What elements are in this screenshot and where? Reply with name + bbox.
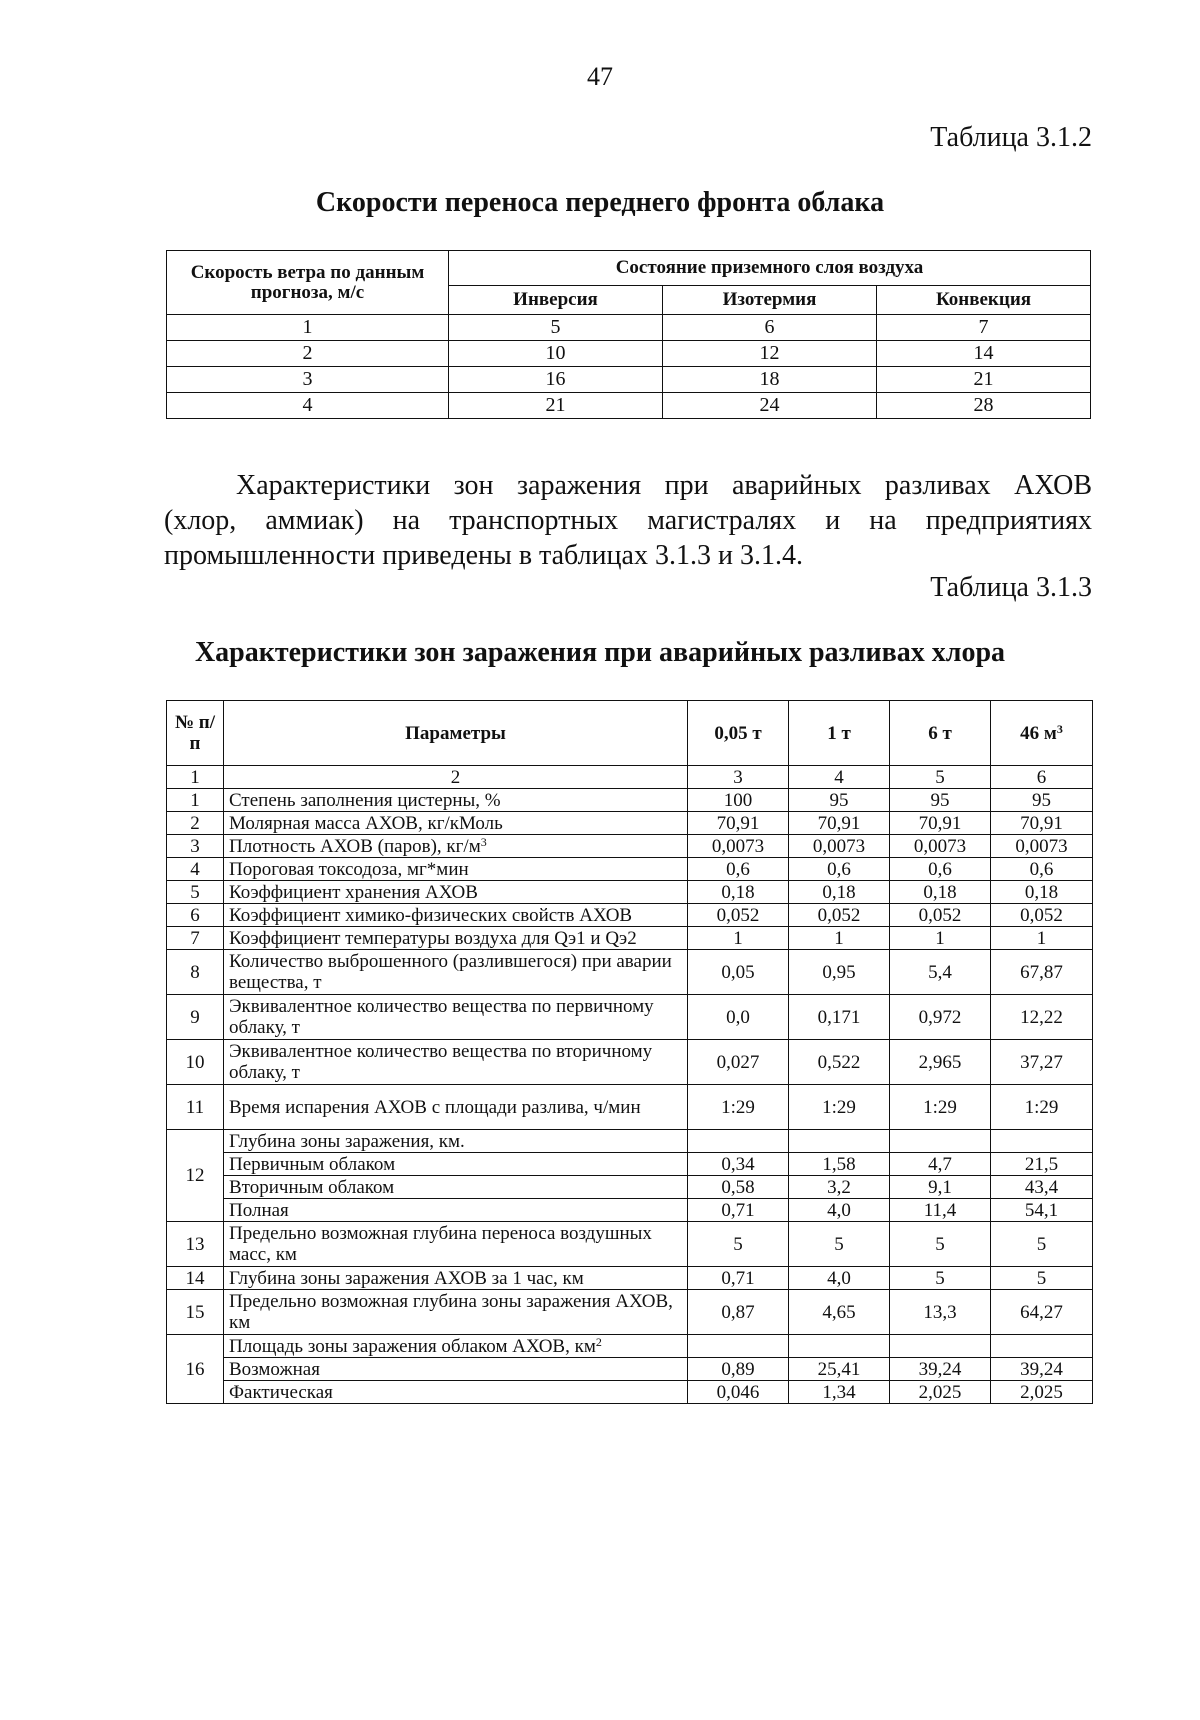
cell: 43,4 [991,1176,1093,1199]
cell: 12 [663,341,877,367]
table-row [167,995,1093,1040]
cell: 11,4 [890,1199,991,1222]
cell: 1:29 [789,1085,890,1130]
cell: 1 [991,927,1093,950]
table-row [167,1176,1093,1199]
cell: 64,27 [991,1290,1093,1335]
cell: 10 [449,341,663,367]
table-row [167,1130,1093,1153]
row-parameter: Глубина зоны заражения АХОВ за 1 час, км [224,1267,688,1290]
cell: 1:29 [991,1085,1093,1130]
row-parameter: Возможная [224,1358,688,1381]
row-parameter: Количество выброшенного (разлившегося) при аварии вещества, т [224,950,688,995]
cell: 1,58 [789,1153,890,1176]
cell: 13,3 [890,1290,991,1335]
table-title: Характеристики зон заражения при аварийных разливах хлора [194,637,1006,668]
cell: 5 [991,1267,1093,1290]
cell: 0,95 [789,950,890,995]
table-row [167,812,1093,835]
cell: 2 [224,766,688,789]
row-number: 10 [167,1040,224,1085]
cell: 95 [789,789,890,812]
header-col-1t: 1 т [789,701,890,766]
cell: 3 [688,766,789,789]
cell: 0,87 [688,1290,789,1335]
cell: 0,89 [688,1358,789,1381]
header-col-46m3: 46 $м^3$ [991,701,1093,766]
body-paragraph [164,468,1092,573]
cell: 21,5 [991,1153,1093,1176]
cell: 0,052 [688,904,789,927]
header-inversion: Инверсия [449,285,663,314]
cell [991,1130,1093,1153]
row-parameter: Молярная масса АХОВ, кг/кМоль [224,812,688,835]
cell: 5 [789,1222,890,1267]
table-row [167,1085,1093,1130]
row-parameter: Эквивалентное количество вещества по первичному облаку, т [224,995,688,1040]
row-parameter: Предельно возможная глубина переноса воздушных масс, км [224,1222,688,1267]
table-row [167,950,1093,995]
cell: 1 [789,927,890,950]
cell: 4,7 [890,1153,991,1176]
row-number: 7 [167,927,224,950]
cell: 0,05 [688,950,789,995]
paragraph-line: промышленности приведены в таблицах 3.1.3 и 3.1.4. [164,540,803,571]
cell: 0,71 [688,1199,789,1222]
table-row [167,393,1091,419]
cell: 6 [663,315,877,341]
table-row [167,341,1091,367]
cell: 2,025 [890,1381,991,1404]
row-number: 6 [167,904,224,927]
table-row [167,881,1093,904]
cell: 0,6 [789,858,890,881]
cell: 100 [688,789,789,812]
cell: 0,0073 [991,835,1093,858]
cell: 37,27 [991,1040,1093,1085]
cell: 0,0 [688,995,789,1040]
cell: 0,6 [688,858,789,881]
header-col-005t: 0,05 т [688,701,789,766]
cell [789,1335,890,1358]
row-number: 5 [167,881,224,904]
cell: 1 [688,927,789,950]
table-row [167,789,1093,812]
cell: 5 [449,315,663,341]
row-parameter: Вторичным облаком [224,1176,688,1199]
row-parameter: Коэффициент температуры воздуха для Qэ1 и Qэ2 [224,927,688,950]
row-parameter: Коэффициент химико-физических свойств АХОВ [224,904,688,927]
header-convection: Конвекция [877,285,1091,314]
row-parameter: Фактическая [224,1381,688,1404]
row-parameter: Площадь зоны заражения облаком АХОВ, $км^2$ [224,1335,688,1358]
cell: 70,91 [789,812,890,835]
cell: 5 [890,766,991,789]
row-parameter: Глубина зоны заражения, км. [224,1130,688,1153]
cell: 1 [167,766,224,789]
row-parameter: Степень заполнения цистерны, % [224,789,688,812]
row-number: 14 [167,1267,224,1290]
chlorine-zones-table [166,700,1093,1404]
page-number: 47 [587,62,613,91]
cell: 39,24 [991,1358,1093,1381]
cell: 4,65 [789,1290,890,1335]
cell: 0,58 [688,1176,789,1199]
cell: 9,1 [890,1176,991,1199]
row-parameter: Пороговая токсодоза, мг*мин [224,858,688,881]
table-row [167,904,1093,927]
cell: 0,18 [890,881,991,904]
paragraph-line: (хлор, аммиак) на транспортных магистралях и на предприятиях [164,505,1092,536]
cell: 6 [991,766,1093,789]
cell: 3,2 [789,1176,890,1199]
row-number: 9 [167,995,224,1040]
header-parameters: Параметры [224,701,688,766]
row-number: 4 [167,858,224,881]
row-number: 1 [167,789,224,812]
cell: 0,0073 [890,835,991,858]
cell: 1 [167,315,449,341]
cell: 0,052 [890,904,991,927]
cell: 1:29 [890,1085,991,1130]
cell: 21 [449,393,663,419]
table-row [167,1358,1093,1381]
cell: 2 [167,341,449,367]
row-number: 3 [167,835,224,858]
cell: 0,027 [688,1040,789,1085]
cell: 5 [688,1222,789,1267]
cell: 0,052 [991,904,1093,927]
cell: 95 [890,789,991,812]
table-row [167,858,1093,881]
cell: 0,18 [991,881,1093,904]
header-wind-speed: Скорость ветра по данным прогноза, м/с [167,251,449,315]
table-row [167,1381,1093,1404]
cell: 12,22 [991,995,1093,1040]
row-parameter: Время испарения АХОВ с площади разлива, ч/мин [224,1085,688,1130]
cell: 0,046 [688,1381,789,1404]
cell: 4 [167,393,449,419]
row-parameter: Полная [224,1199,688,1222]
cell: 5 [890,1267,991,1290]
paragraph-line: Характеристики зон заражения при аварийных разливах АХОВ [236,470,1092,501]
table-label: Таблица 3.1.2 [930,122,1092,153]
cell: 14 [877,341,1091,367]
row-number: 12 [167,1130,224,1222]
cell: 0,0073 [688,835,789,858]
header-number: № п/п [167,701,224,766]
cell: 0,052 [789,904,890,927]
cell: 54,1 [991,1199,1093,1222]
cell: 0,171 [789,995,890,1040]
cell: 5 [890,1222,991,1267]
table-title: Скорости переноса переднего фронта облака [315,187,885,218]
cell: 5 [991,1222,1093,1267]
table-row [167,1290,1093,1335]
row-number: 13 [167,1222,224,1267]
table-row [167,315,1091,341]
table-row [167,1267,1093,1290]
row-parameter: Плотность АХОВ (паров), $кг/м^3$ [224,835,688,858]
cell: 0,522 [789,1040,890,1085]
table-row [167,835,1093,858]
cell [890,1335,991,1358]
cell: 4,0 [789,1267,890,1290]
cell: 24 [663,393,877,419]
cell: 70,91 [688,812,789,835]
cell: 16 [449,367,663,393]
cell: 25,41 [789,1358,890,1381]
cell: 67,87 [991,950,1093,995]
cell: 70,91 [991,812,1093,835]
row-number: 11 [167,1085,224,1130]
cell: 0,0073 [789,835,890,858]
cell: 0,71 [688,1267,789,1290]
cell: 95 [991,789,1093,812]
cell: 0,972 [890,995,991,1040]
cell [789,1130,890,1153]
cell: 1 [890,927,991,950]
cell: 2,025 [991,1381,1093,1404]
cell [688,1335,789,1358]
table-row [167,1222,1093,1267]
row-parameter: Предельно возможная глубина зоны заражения АХОВ, км [224,1290,688,1335]
cell: 28 [877,393,1091,419]
cell: 7 [877,315,1091,341]
cell: 0,34 [688,1153,789,1176]
cell: 0,18 [688,881,789,904]
cell: 0,18 [789,881,890,904]
cell [890,1130,991,1153]
cell: 4,0 [789,1199,890,1222]
header-col-6t: 6 т [890,701,991,766]
cell: 0,6 [991,858,1093,881]
row-number: 8 [167,950,224,995]
wind-speed-table [166,250,1091,419]
row-number: 15 [167,1290,224,1335]
cell: 18 [663,367,877,393]
table-row [167,1335,1093,1358]
cell: 3 [167,367,449,393]
row-number: 2 [167,812,224,835]
table-row [167,367,1091,393]
cell [688,1130,789,1153]
row-parameter: Коэффициент хранения АХОВ [224,881,688,904]
cell: 1,34 [789,1381,890,1404]
cell: 21 [877,367,1091,393]
row-parameter: Первичным облаком [224,1153,688,1176]
cell: 4 [789,766,890,789]
table-row [167,1199,1093,1222]
row-parameter: Эквивалентное количество вещества по вторичному облаку, т [224,1040,688,1085]
table-label: Таблица 3.1.3 [930,572,1092,603]
cell: 70,91 [890,812,991,835]
table-row [167,927,1093,950]
cell: 0,6 [890,858,991,881]
cell: 39,24 [890,1358,991,1381]
cell: 5,4 [890,950,991,995]
header-isothermy: Изотермия [663,285,877,314]
cell: 1:29 [688,1085,789,1130]
cell: 2,965 [890,1040,991,1085]
row-number: 16 [167,1335,224,1404]
table-row [167,1040,1093,1085]
table-row [167,1153,1093,1176]
cell [991,1335,1093,1358]
index-row [167,766,1093,789]
header-air-layer-state: Состояние приземного слоя воздуха [449,251,1091,286]
